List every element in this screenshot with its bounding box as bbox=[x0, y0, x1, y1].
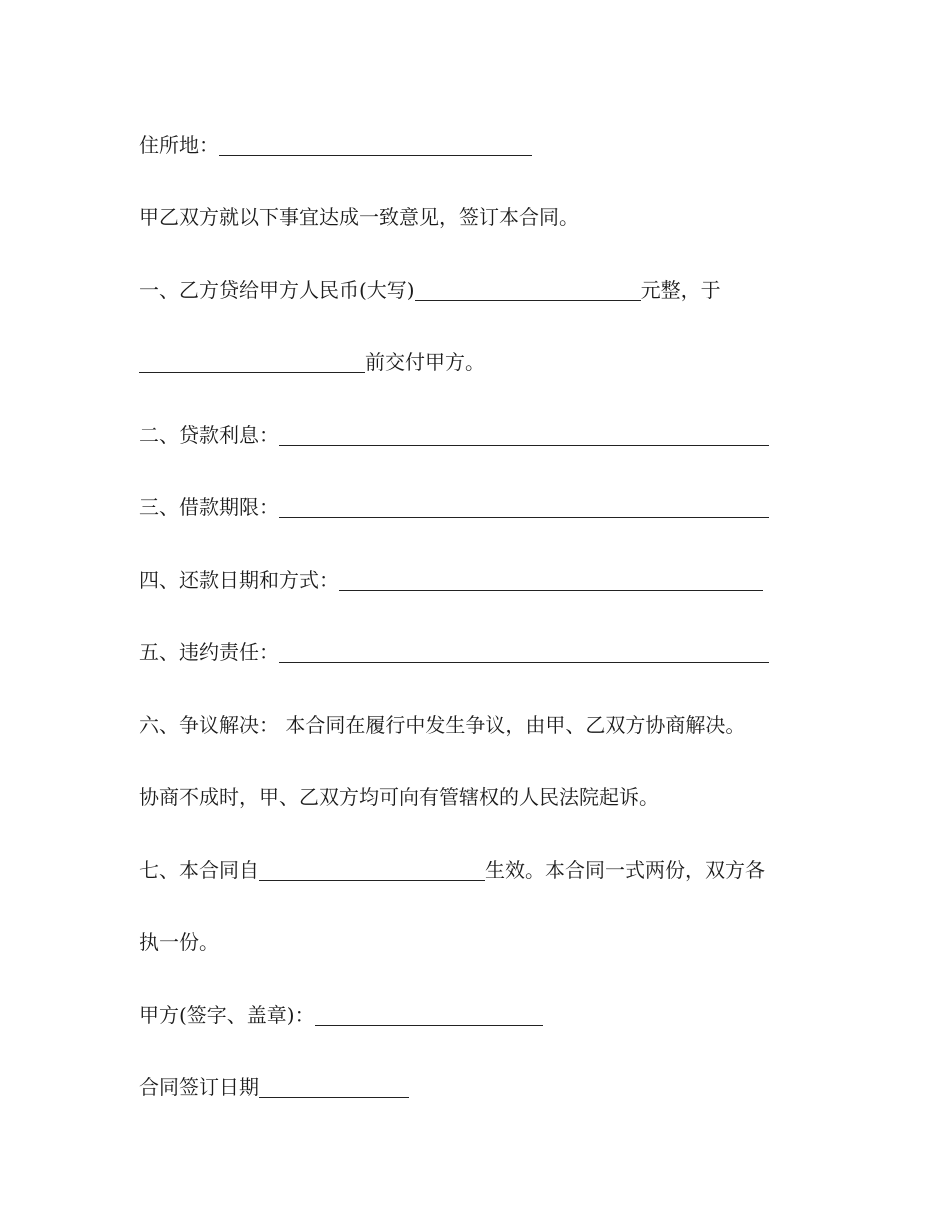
clause4-label: 四、还款日期和方式： bbox=[139, 568, 339, 592]
clause4-line bbox=[139, 565, 763, 595]
clause6-text1: 六、争议解决： 本合同在履行中发生争议，由甲、乙双方协商解决。 bbox=[139, 713, 746, 737]
clause2-label: 二、贷款利息： bbox=[139, 423, 279, 447]
clause3-label: 三、借款期限： bbox=[139, 495, 279, 519]
repayment-blank[interactable] bbox=[339, 568, 763, 591]
clause1-cont: 前交付甲方。 bbox=[365, 350, 485, 374]
address-label: 住所地： bbox=[139, 133, 219, 157]
party-a-label: 甲方(签字、盖章)： bbox=[139, 1003, 315, 1027]
address-line bbox=[139, 130, 532, 160]
sign-date-line bbox=[139, 1072, 409, 1102]
clause1-suffix: 元整，于 bbox=[640, 278, 721, 302]
clause7-line bbox=[139, 855, 765, 885]
clause1-cont-line bbox=[139, 347, 485, 377]
clause5-label: 五、违约责任： bbox=[139, 640, 279, 664]
clause3-line bbox=[139, 492, 769, 522]
clause7-suffix: 生效。本合同一式两份，双方各 bbox=[485, 858, 765, 882]
clause6-line1 bbox=[139, 710, 745, 740]
clause1-prefix: 一、乙方贷给甲方人民币(大写) bbox=[139, 278, 415, 302]
clause6-line2 bbox=[139, 782, 659, 812]
term-blank[interactable] bbox=[279, 495, 769, 518]
party-a-signature-blank[interactable] bbox=[315, 1003, 543, 1026]
address-blank[interactable] bbox=[219, 133, 532, 156]
clause1-line bbox=[139, 275, 721, 305]
loan-amount-blank[interactable] bbox=[415, 278, 641, 301]
clause7-cont-line bbox=[139, 927, 219, 957]
delivery-date-blank[interactable] bbox=[139, 350, 365, 373]
party-a-line bbox=[139, 1000, 543, 1030]
clause7-prefix: 七、本合同自 bbox=[139, 858, 259, 882]
sign-date-label: 合同签订日期 bbox=[139, 1075, 259, 1099]
clause7-cont: 执一份。 bbox=[139, 930, 219, 954]
clause2-line bbox=[139, 420, 769, 450]
sign-date-blank[interactable] bbox=[259, 1075, 409, 1098]
clause6-text2: 协商不成时，甲、乙双方均可向有管辖权的人民法院起诉。 bbox=[139, 785, 659, 809]
interest-blank[interactable] bbox=[279, 423, 769, 446]
intro-line bbox=[139, 202, 579, 232]
intro-text: 甲乙双方就以下事宜达成一致意见，签订本合同。 bbox=[139, 205, 579, 229]
effective-date-blank[interactable] bbox=[259, 858, 485, 881]
clause5-line bbox=[139, 637, 769, 667]
liability-blank[interactable] bbox=[279, 640, 769, 663]
